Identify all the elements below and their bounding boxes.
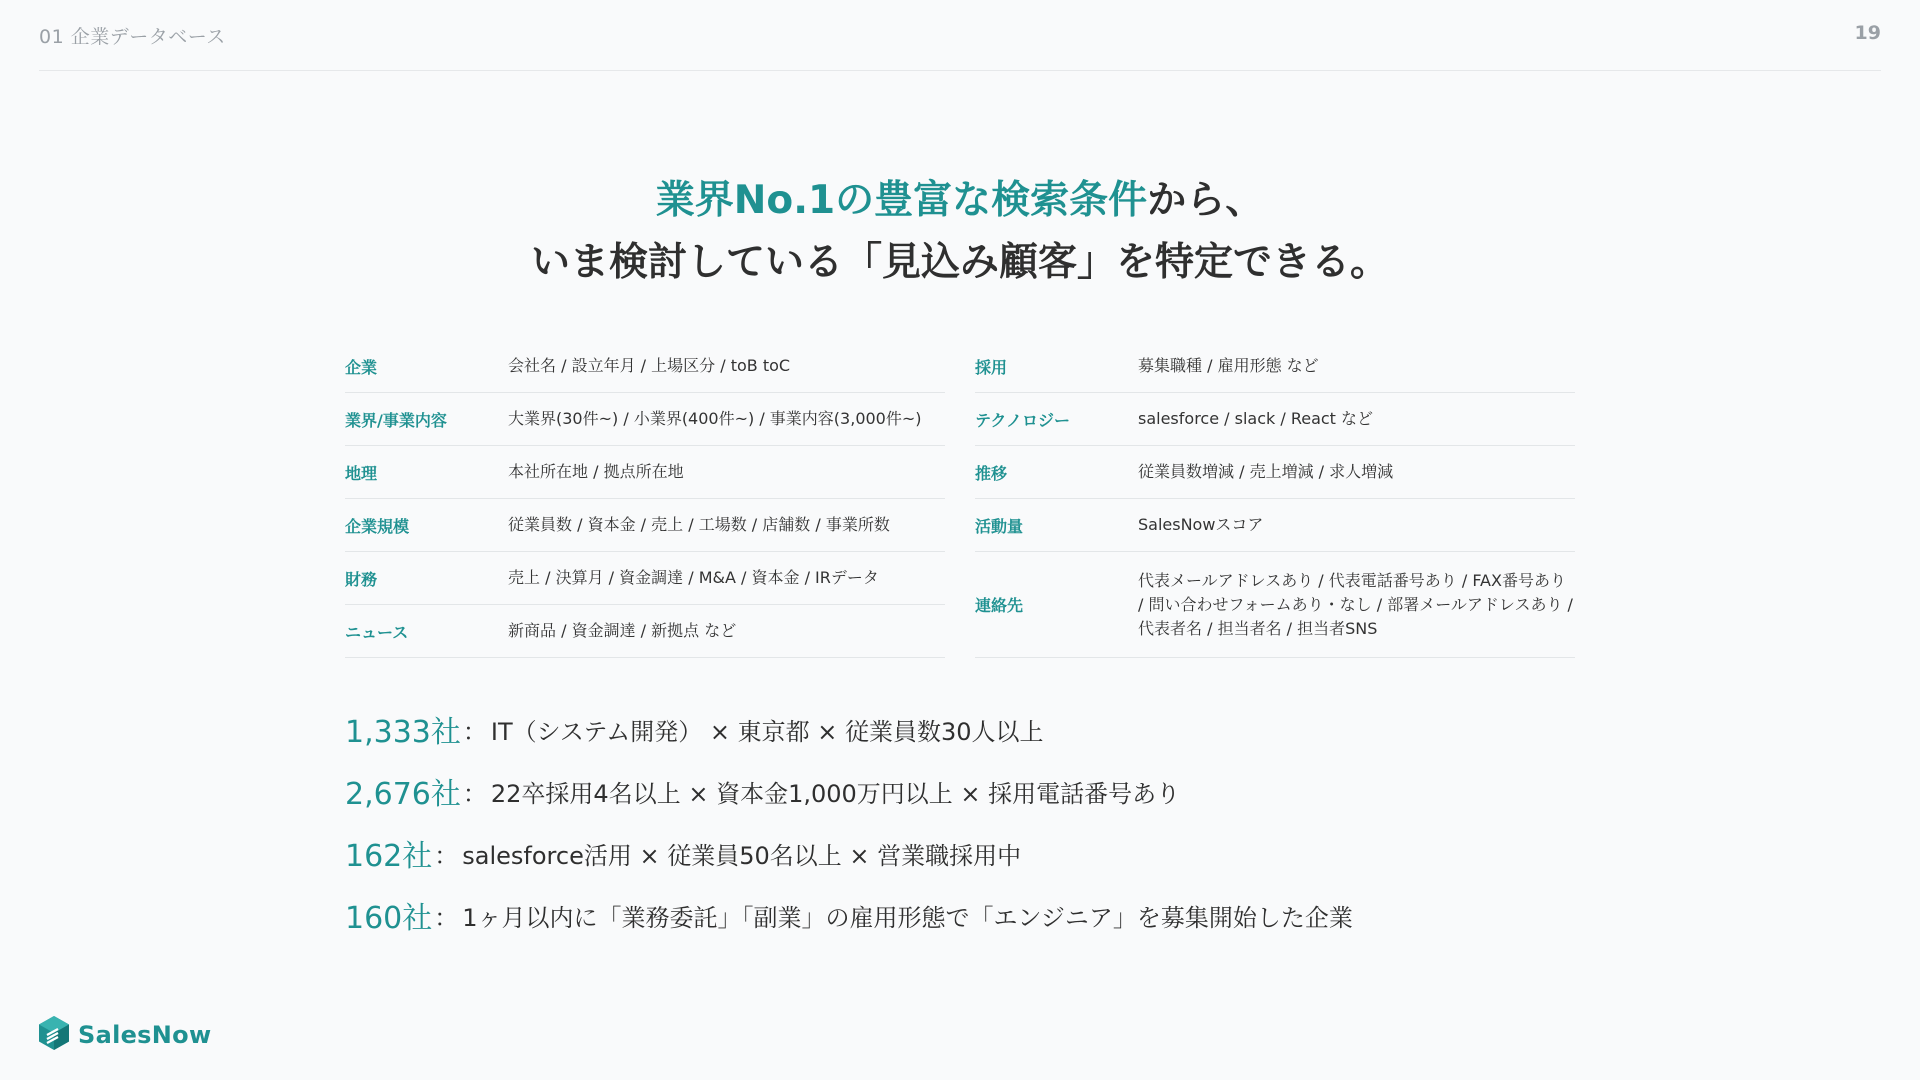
example-result xyxy=(345,760,1353,822)
condition-row xyxy=(975,499,1575,552)
result-separator: ： xyxy=(434,841,459,870)
condition-row xyxy=(975,552,1575,658)
condition-value: 代表メールアドレスあり / 代表電話番号あり / FAX番号あり / 問い合わせフォームあり・なし / 部署メールアドレスあり / 代表者名 / 担当者名 / 担当者SNS xyxy=(1138,570,1573,638)
result-separator: ： xyxy=(434,903,459,932)
condition-row xyxy=(345,446,945,499)
headline-accent: 業界No.1の豊富な検索条件 xyxy=(655,178,1148,223)
result-separator: ： xyxy=(462,717,487,746)
condition-row xyxy=(345,605,945,658)
condition-value: salesforce / slack / React など xyxy=(1138,409,1374,428)
result-criteria: 1ヶ月以内に「業務委託」「副業」の雇用形態で「エンジニア」を募集開始した企業 xyxy=(462,903,1353,932)
condition-row xyxy=(345,499,945,552)
condition-value: 従業員数 / 資本金 / 売上 / 工場数 / 店舗数 / 事業所数 xyxy=(508,515,890,534)
result-criteria: 22卒採用4名以上 × 資本金1,000万円以上 × 採用電話番号あり xyxy=(490,779,1181,808)
slide-header xyxy=(39,20,1881,71)
condition-key: 活動量 xyxy=(975,516,1024,536)
condition-value: 従業員数増減 / 売上増減 / 求人増減 xyxy=(1138,462,1394,481)
conditions-left-column xyxy=(345,340,945,658)
headline-line-2: いま検討している「見込み顧客」を特定できる。 xyxy=(530,240,1389,285)
condition-key: 企業規模 xyxy=(345,516,410,536)
example-result xyxy=(345,698,1353,760)
condition-value: 新商品 / 資金調達 / 新拠点 など xyxy=(508,621,737,640)
condition-value: 大業界(30件~) / 小業界(400件~) / 事業内容(3,000件~) xyxy=(508,409,922,428)
condition-key: 業界/事業内容 xyxy=(345,410,447,430)
example-results-list xyxy=(345,698,1353,946)
condition-key: 地理 xyxy=(345,463,378,483)
search-conditions-table xyxy=(345,340,1575,658)
section-label: 01 企業データベース xyxy=(39,26,226,48)
condition-key: ニュース xyxy=(345,622,409,642)
example-result xyxy=(345,884,1353,946)
result-criteria: IT（システム開発） × 東京都 × 従業員数30人以上 xyxy=(490,717,1044,746)
condition-key: テクノロジー xyxy=(975,410,1071,430)
condition-row xyxy=(345,340,945,393)
condition-row xyxy=(975,393,1575,446)
condition-row xyxy=(975,446,1575,499)
condition-row xyxy=(345,552,945,605)
condition-key: 企業 xyxy=(345,357,378,377)
headline-line-1-rest: から、 xyxy=(1147,178,1265,223)
headline-line-1 xyxy=(0,170,1920,232)
result-separator: ： xyxy=(462,779,487,808)
result-criteria: salesforce活用 × 従業員50名以上 × 営業職採用中 xyxy=(462,841,1022,870)
result-count: 162社 xyxy=(345,839,433,874)
condition-value: SalesNowスコア xyxy=(1138,515,1264,534)
salesnow-logo xyxy=(38,1015,211,1055)
condition-value: 売上 / 決算月 / 資金調達 / M&A / 資本金 / IRデータ xyxy=(508,568,879,587)
example-result xyxy=(345,822,1353,884)
headline xyxy=(0,170,1920,294)
result-count: 2,676社 xyxy=(345,777,461,812)
condition-value: 会社名 / 設立年月 / 上場区分 / toB toC xyxy=(508,356,791,375)
condition-key: 財務 xyxy=(345,569,378,589)
condition-key: 採用 xyxy=(975,357,1008,377)
condition-row xyxy=(345,393,945,446)
condition-value: 本社所在地 / 拠点所在地 xyxy=(508,462,684,481)
page-number: 19 xyxy=(1854,22,1881,44)
hexagon-cube-icon xyxy=(38,1015,70,1055)
condition-key: 推移 xyxy=(975,463,1008,483)
condition-key: 連絡先 xyxy=(975,596,1024,615)
result-count: 160社 xyxy=(345,901,433,936)
logo-wordmark: SalesNow xyxy=(78,1021,212,1049)
condition-value: 募集職種 / 雇用形態 など xyxy=(1138,356,1319,375)
result-count: 1,333社 xyxy=(345,715,461,750)
conditions-right-column xyxy=(975,340,1575,658)
condition-row xyxy=(975,340,1575,393)
